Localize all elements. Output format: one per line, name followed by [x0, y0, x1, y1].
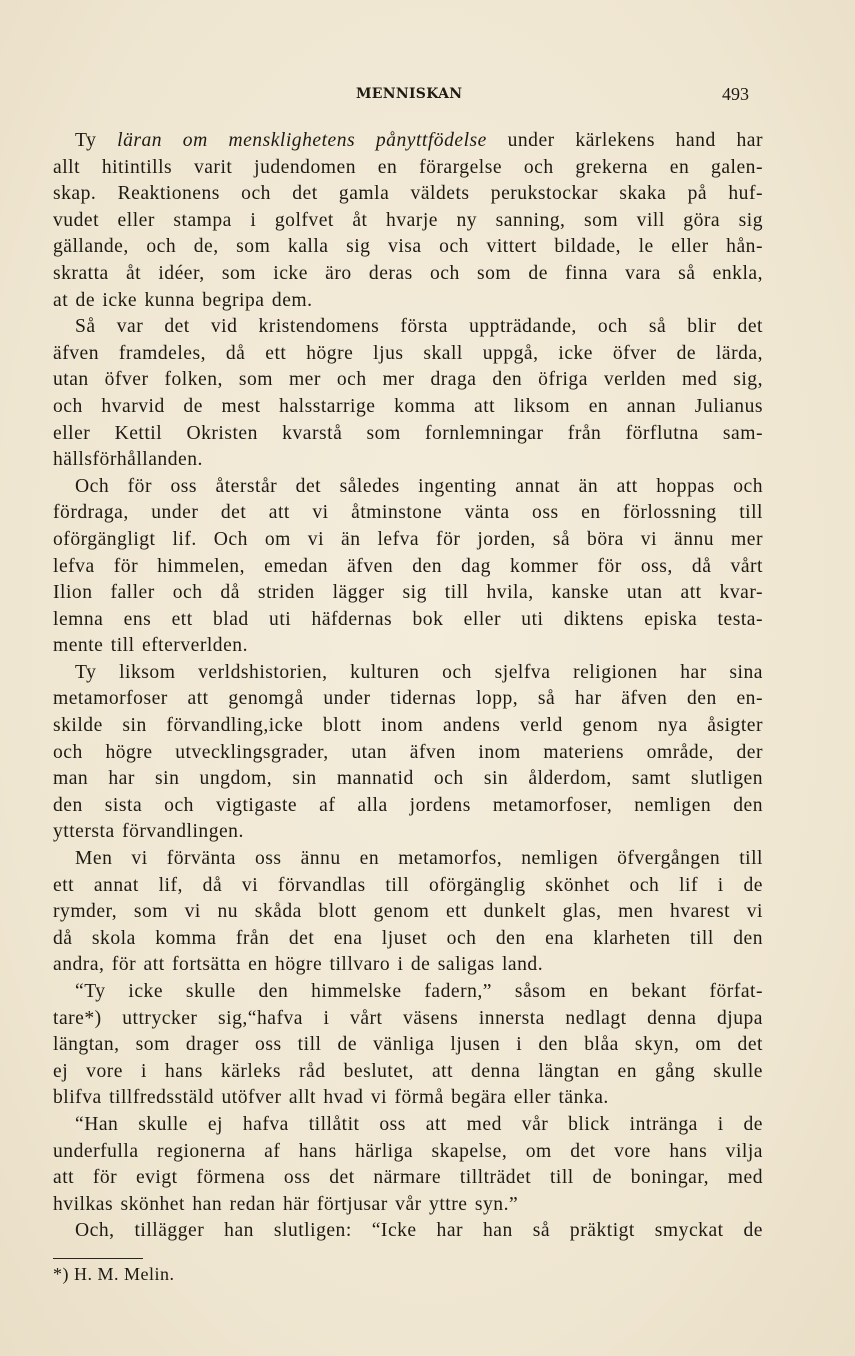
text-line: yttersta förvandlingen.	[53, 821, 244, 843]
text-line: gällande, och de, som kalla sig visa och vittert bildade, le eller hån-	[53, 236, 763, 258]
text-line: och hvarvid de mest halsstarrige komma att liksom en annan Julianus	[53, 395, 763, 417]
body-text	[53, 128, 763, 1245]
page-number: 493	[722, 84, 749, 104]
text-line	[53, 128, 763, 155]
italic-title: läran om mensklighetens pånyttfödelse	[117, 130, 487, 151]
text-line: “Ty icke skulle den himmelske fadern,” såsom en bekant förfat-	[75, 981, 763, 1002]
text-line: Ty liksom verldshistorien, kulturen och sjelfva religionen har sina	[75, 661, 763, 683]
text-line: eller Kettil Okristen kvarstå som fornlemningar från förflutna sam-	[53, 422, 763, 444]
text-line: blifva tillfredsstäld utöfver allt hvad vi förmå begära eller tänka.	[53, 1087, 609, 1109]
footnote-divider	[53, 1258, 143, 1259]
text-line: Så var det vid kristendomens första uppträdande, och så blir det	[75, 316, 763, 338]
text-line: ett annat lif, då vi förvandlas till oförgänglig skönhet och lif i de	[53, 874, 763, 896]
text-line: ej vore i hans kärleks råd beslutet, att denna längtan en gång skulle	[53, 1060, 763, 1082]
text-line: hvilkas skönhet han redan här förtjusar vår yttre syn.”	[53, 1193, 519, 1215]
text-line: hällsförhållanden.	[53, 449, 203, 471]
text-line: mente till efterverlden.	[53, 635, 248, 657]
text-line: tare*) uttrycker sig,“hafva i vårt väsens innersta nedlagt denna djupa	[53, 1007, 763, 1029]
text-line: längtan, som drager oss till de vänliga ljusen i den blåa skyn, om det	[53, 1034, 763, 1056]
text-line: fördraga, under det att vi åtminstone vänta oss en förlossning till	[53, 502, 763, 524]
text-line: den sista och vigtigaste af alla jordens metamorfoser, nemligen den	[53, 794, 763, 816]
text-line: att för evigt förmena oss det närmare tillträdet till de boningar, med	[53, 1167, 763, 1189]
text-line: underfulla regionerna af hans härliga skapelse, om det vore hans vilja	[53, 1140, 763, 1162]
text-line: rymder, som vi nu skåda blott genom ett dunkelt glas, men hvarest vi	[53, 901, 763, 923]
text-line: lefva för himmelen, emedan äfven den dag kommer för oss, då vårt	[53, 555, 763, 577]
text-line: då skola komma från det ena ljuset och den ena klarheten till den	[53, 927, 763, 949]
text-line: skilde sin förvandling,icke blott inom andens verld genom nya åsigter	[53, 715, 763, 737]
footnote: *) H. M. Melin.	[53, 1264, 175, 1284]
text-segment: under kärlekens hand har	[486, 130, 764, 151]
text-line: Och, tillägger han slutligen: “Icke har han så präktigt smyckat de	[75, 1220, 763, 1242]
text-line: at de icke kunna begripa dem.	[53, 289, 313, 311]
page-header	[0, 86, 855, 110]
text-line: Ilion faller och då striden lägger sig till hvila, kanske utan att kvar-	[53, 582, 763, 604]
text-line: “Han skulle ej hafva tillåtit oss att med vår blick intränga i de	[75, 1113, 763, 1135]
text-line: Och för oss återstår det således ingenting annat än att hoppas och	[75, 475, 763, 497]
text-line: Men vi förvänta oss ännu en metamorfos, nemligen öfvergången till	[75, 848, 763, 870]
running-title: MENNISKAN	[356, 86, 463, 102]
text-line: vudet eller stampa i golfvet åt hvarje ny sanning, som vill göra sig	[53, 209, 763, 231]
text-line: utan öfver folken, som mer och mer draga den öfriga verlden med sig,	[53, 369, 763, 391]
text-line: oförgängligt lif. Och om vi än lefva för jorden, så böra vi ännu mer	[53, 528, 763, 550]
text-segment: Ty	[75, 130, 118, 151]
text-line: metamorfoser att genomgå under tidernas lopp, så har äfven den en-	[53, 688, 763, 710]
text-line: allt hitintills varit judendomen en förargelse och grekerna en galen-	[53, 156, 763, 178]
text-line: och högre utvecklingsgrader, utan äfven inom materiens område, der	[53, 741, 763, 763]
text-line: andra, för att fortsätta en högre tillvaro i de saligas land.	[53, 954, 544, 976]
text-line: äfven framdeles, då ett högre ljus skall uppgå, icke öfver de lärda,	[53, 342, 763, 364]
text-line: man har sin ungdom, sin mannatid och sin ålderdom, samt slutligen	[53, 768, 763, 790]
text-line: skap. Reaktionens och det gamla väldets perukstockar skaka på huf-	[53, 183, 763, 205]
text-line: skratta åt idéer, som icke äro deras och som de finna vara så enkla,	[53, 262, 763, 284]
text-line: lemna ens ett blad uti häfdernas bok eller uti diktens episka testa-	[53, 608, 763, 630]
